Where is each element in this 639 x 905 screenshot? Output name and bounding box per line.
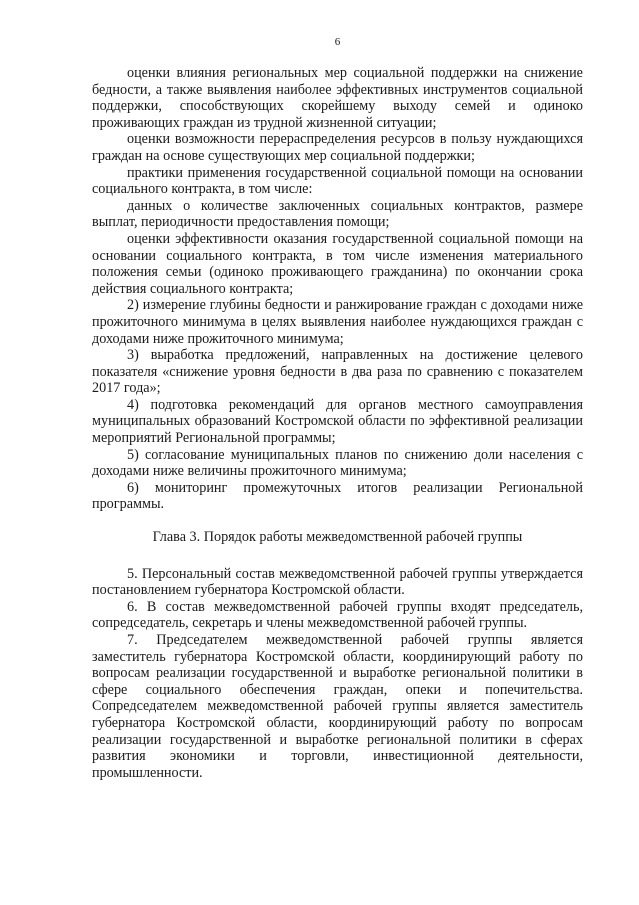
page-number: 6 — [334, 36, 341, 48]
paragraph: 5. Персональный состав межведомственной рабочей группы утверждается постановлением губернатора Костромской области. — [92, 565, 583, 599]
bottom-section — [92, 566, 583, 782]
paragraph: оценки возможности перераспределения ресурсов в пользу нуждающихся граждан на основе существующих мер социальной поддержки; — [92, 131, 583, 164]
paragraph: 7. Председателем межведомственной рабочей группы является заместитель губернатора Костромской области, координирующий работу по вопросам реализации государственной и выработке региональной политики в сфере социального обеспечения граждан, опеки и попечительства. Сопредседателем межведомственной рабочей группы является заместитель губернатора Костромской области, координирующий работу по вопросам реализации государственной и выработке региональной политики в сферах развития экономики и торговли, инвестиционной деятельности, промышленности. — [92, 632, 583, 781]
paragraph: оценки эффективности оказания государственной социальной помощи на основании социального контракта, в том числе изменения материального положения семьи (одиноко проживающего гражданина) по окончании срока действия социального контракта; — [92, 230, 583, 297]
paragraph: оценки влияния региональных мер социальной поддержки на снижение бедности, а также выявления наиболее эффективных инструментов социальной поддержки, способствующих скорейшему выходу семей и одиноко проживающих граждан из трудной жизненной ситуации; — [92, 65, 583, 131]
list-item: 3) выработка предложений, направленных на достижение целевого показателя «снижение уровня бедности в два раза по сравнению с показателем 2017 года»; — [92, 347, 583, 397]
list-item: 6) мониторинг промежуточных итогов реализации Региональной программы. — [92, 479, 583, 513]
list-item: 5) согласование муниципальных планов по снижению доли населения с доходами ниже величины прожиточного минимума; — [92, 446, 583, 480]
list-item: 2) измерение глубины бедности и ранжирование граждан с доходами ниже прожиточного минимума в целях выявления наиболее нуждающихся граждан с доходами ниже прожиточного минимума; — [92, 297, 583, 347]
paragraph: данных о количестве заключенных социальных контрактов, размере выплат, периодичности предоставления помощи; — [92, 197, 583, 231]
paragraph: 6. В состав межведомственной рабочей группы входят председатель, сопредседатель, секретарь и члены межведомственной рабочей группы. — [92, 598, 583, 632]
chapter-heading: Глава 3. Порядок работы межведомственной рабочей группы — [152, 529, 523, 546]
paragraph: практики применения государственной социальной помощи на основании социального контракта, в том числе: — [92, 164, 583, 198]
list-item: 4) подготовка рекомендаций для органов местного самоуправления муниципальных образований Костромской области по эффективной реализации мероприятий Региональной программы; — [92, 396, 583, 447]
top-section — [92, 65, 583, 513]
